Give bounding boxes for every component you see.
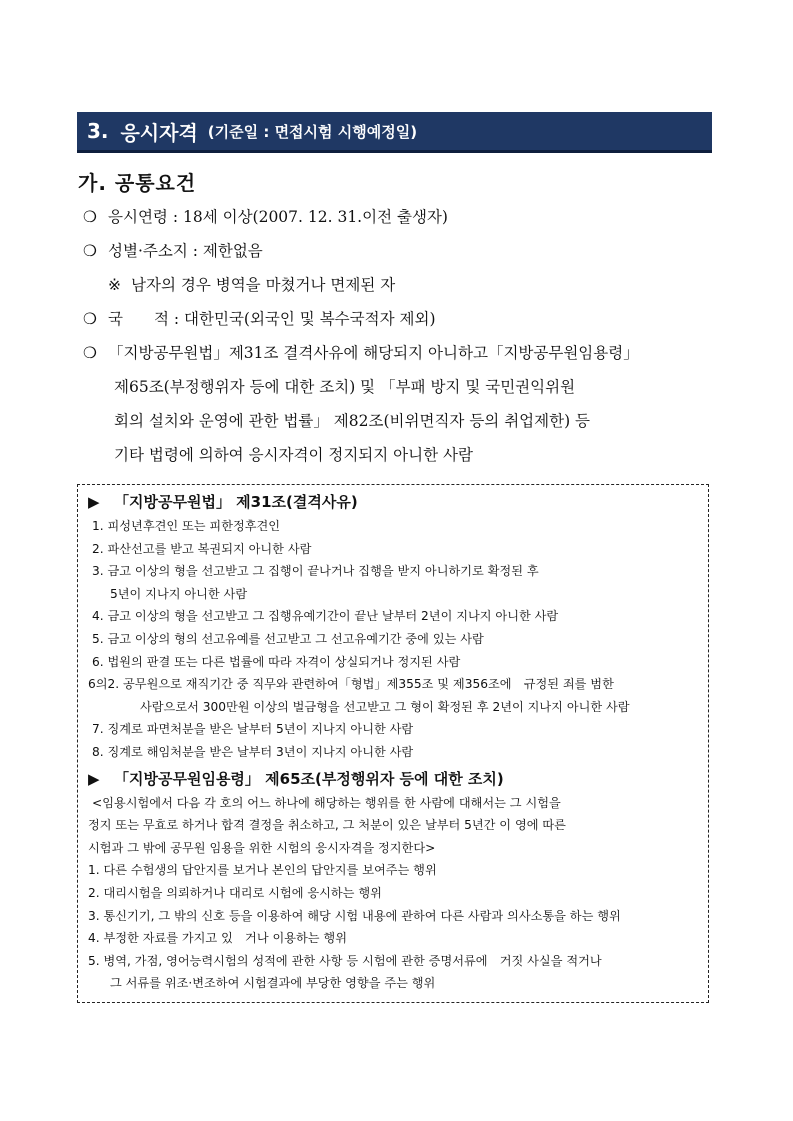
section-title: 응시자격 — [120, 120, 198, 145]
item-nationality: 국 적 : 대한민국(외국인 및 복수국적자 제외) — [108, 310, 436, 328]
law1-row: 7. 징계로 파면처분을 받은 날부터 5년이 지나지 아니한 사람 — [92, 722, 414, 737]
law2-row: 정지 또는 무효로 하거나 합격 결정을 취소하고, 그 처분이 있은 날부터 5년간 이 영에 따른 — [88, 818, 566, 833]
item-gender: 성별·주소지 : 제한없음 — [108, 242, 263, 260]
law-reference-box — [77, 484, 709, 1003]
law2-heading — [88, 766, 700, 792]
law1-row: 4. 금고 이상의 형을 선고받고 그 집행유예기간이 끝난 날부터 2년이 지나지 아니한 사람 — [92, 609, 559, 624]
bullet-icon: ❍ — [83, 344, 97, 362]
item-disq-line-2: 제65조(부정행위자 등에 대한 조치) 및 「부패 방지 및 국민권익위원 — [114, 378, 576, 396]
reference-mark-icon: ※ — [108, 276, 121, 294]
law1-heading — [88, 489, 700, 515]
law1-row: 3. 금고 이상의 형을 선고받고 그 집행이 끝나거나 집행을 받지 아니하기로 확정된 후 — [92, 564, 539, 579]
law1-row: 6의2. 공무원으로 재직기간 중 직무와 관련하여「형법」제355조 및 제356조에 규정된 죄를 범한 — [88, 677, 614, 692]
section-number: 3. — [87, 119, 109, 143]
law2-row: <임용시험에서 다음 각 호의 어느 하나에 해당하는 행위를 한 사람에 대해서는 그 시험을 — [92, 795, 561, 810]
list-item — [78, 336, 718, 472]
list-item — [78, 200, 718, 234]
section-header — [77, 112, 712, 153]
law2-row: 4. 부정한 자료를 가지고 있 거나 이용하는 행위 — [88, 931, 347, 946]
bullet-icon: ❍ — [83, 208, 97, 226]
law1-row: 5. 금고 이상의 형의 선고유예를 선고받고 그 선고유예기간 중에 있는 사람 — [92, 631, 484, 646]
subheading: 가. 공통요건 — [78, 171, 197, 195]
law1-row: 6. 법원의 판결 또는 다른 법률에 따라 자격이 상실되거나 정지된 사람 — [92, 654, 461, 669]
list-item — [78, 234, 718, 268]
law1-row: 1. 피성년후견인 또는 피한정후견인 — [92, 519, 281, 533]
bullet-icon: ❍ — [83, 242, 97, 260]
law2-row: 5. 병역, 가점, 영어능력시험의 성적에 관한 사항 등 시험에 관한 증명서류에 거짓 사실을 적거나 — [88, 953, 602, 968]
law1-row: 5년이 지나지 아니한 사람 — [110, 586, 248, 601]
item-disq-line-3: 회의 설치와 운영에 관한 법률」 제82조(비위면직자 등의 취업제한) 등 — [114, 412, 591, 430]
note-item — [78, 268, 718, 302]
law2-row: 3. 통신기기, 그 밖의 신호 등을 이용하여 해당 시험 내용에 관하여 다른 사람과 의사소통을 하는 행위 — [88, 908, 621, 923]
arrow-right-icon: ▶ — [88, 769, 100, 788]
item-note: 남자의 경우 병역을 마쳤거나 면제된 자 — [131, 276, 396, 294]
arrow-right-icon: ▶ — [88, 493, 100, 511]
law1-row: 2. 파산선고를 받고 복권되지 아니한 사람 — [92, 541, 312, 556]
law1-row: 8. 징계로 해임처분을 받은 날부터 3년이 지나지 아니한 사람 — [92, 744, 414, 759]
section-note: (기준일 : 면접시험 시행예정일) — [207, 122, 418, 141]
law2-row: 2. 대리시험을 의뢰하거나 대리로 시험에 응시하는 행위 — [88, 885, 382, 900]
item-disq-line-1: 「지방공무원법」제31조 결격사유에 해당되지 아니하고「지방공무원임용령」 — [108, 344, 639, 362]
list-item — [78, 302, 718, 336]
law2-row: 그 서류를 위조·변조하여 시험결과에 부당한 영향을 주는 행위 — [110, 976, 436, 991]
item-age: 응시연령 : 18세 이상(2007. 12. 31.이전 출생자) — [108, 208, 448, 226]
law2-row: 시험과 그 밖에 공무원 임용을 위한 시험의 응시자격을 정지한다> — [88, 840, 436, 855]
item-disq-line-4: 기타 법령에 의하여 응시자격이 정지되지 아니한 사람 — [114, 446, 473, 464]
law2-title: 「지방공무원임용령」 제65조(부정행위자 등에 대한 조치) — [114, 769, 504, 788]
law1-row: 사람으로서 300만원 이상의 벌금형을 선고받고 그 형이 확정된 후 2년이 지나지 아니한 사람 — [140, 699, 630, 714]
requirements-list — [78, 200, 718, 472]
law1-title: 「지방공무원법」 제31조(결격사유) — [114, 493, 358, 511]
bullet-icon: ❍ — [83, 310, 97, 328]
law1-list — [88, 515, 700, 764]
law2-row: 1. 다른 수험생의 답안지를 보거나 본인의 답안지를 보여주는 행위 — [88, 863, 437, 878]
law2-list — [88, 792, 700, 995]
